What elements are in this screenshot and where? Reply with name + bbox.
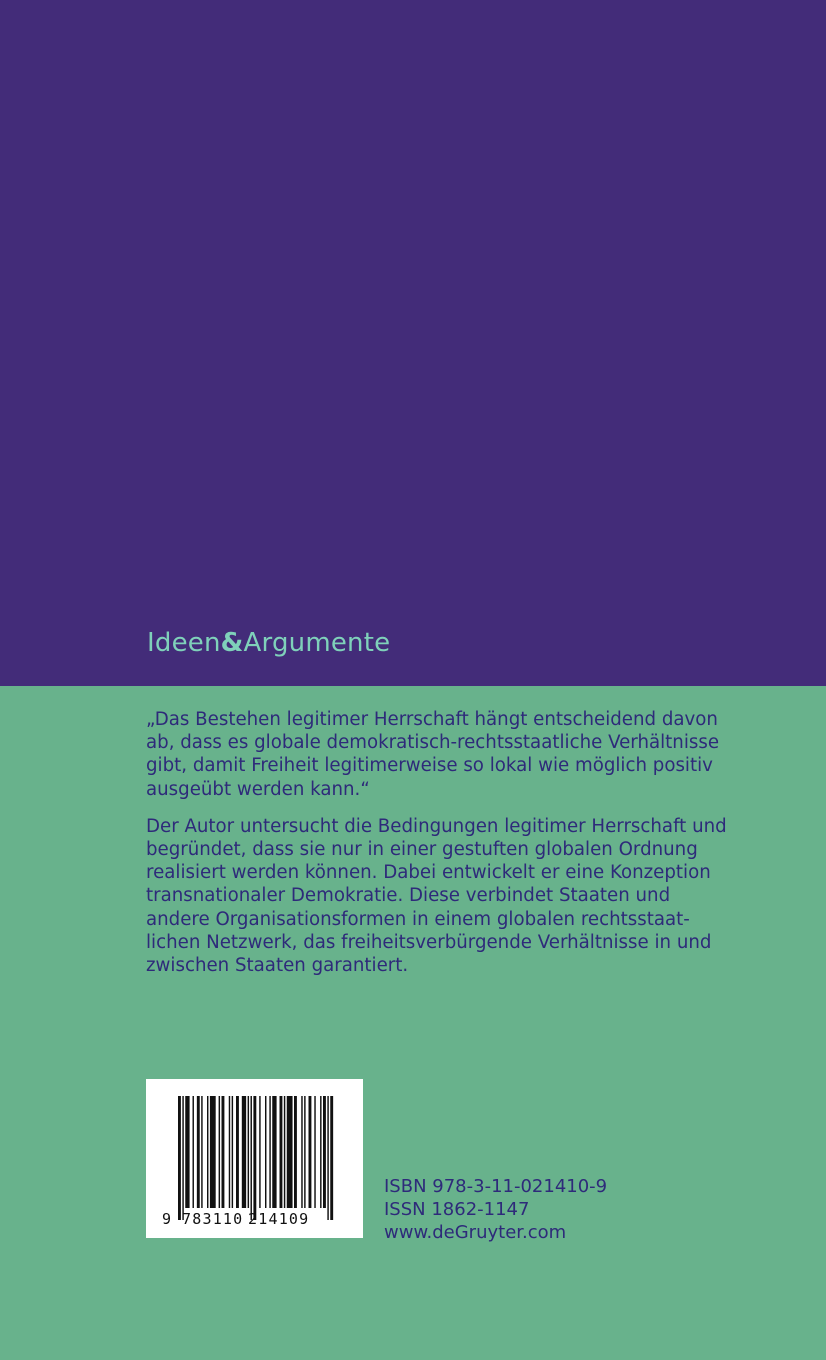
barcode-bar xyxy=(197,1096,200,1208)
barcode-bar xyxy=(182,1096,183,1220)
barcode-bar xyxy=(232,1096,233,1208)
barcode-bar xyxy=(236,1096,239,1208)
quote-line: ausgeübt werden kann.“ xyxy=(146,778,370,800)
barcode-bar xyxy=(201,1096,202,1208)
barcode-bar xyxy=(219,1096,220,1208)
barcode-bar xyxy=(327,1096,328,1220)
series-ampersand: & xyxy=(220,628,244,658)
barcode-first-digit: 9 xyxy=(162,1210,172,1228)
barcode-bar xyxy=(284,1096,285,1208)
barcode-bar xyxy=(287,1096,293,1208)
description-line: andere Organisationsformen in einem globalen rechtsstaat- xyxy=(146,908,690,930)
blurb xyxy=(146,708,786,977)
quote-line: ab, dass es globale demokratisch-rechtsstaatliche Verhältnisse xyxy=(146,732,720,754)
barcode-bar xyxy=(323,1096,326,1208)
issn: ISSN 1862-1147 xyxy=(384,1199,530,1220)
barcode-bar xyxy=(304,1096,305,1208)
quote-line: gibt, damit Freiheit legitimerweise so lokal wie möglich positiv xyxy=(146,755,713,777)
barcode-bar xyxy=(314,1096,315,1208)
barcode-bar xyxy=(242,1096,246,1208)
description-line: realisiert werden können. Dabei entwickelt er eine Konzeption xyxy=(146,862,711,884)
quote-line: „Das Bestehen legitimer Herrschaft hängt entscheidend davon xyxy=(146,709,718,730)
barcode-bar xyxy=(259,1096,260,1208)
barcode-bar xyxy=(210,1096,216,1208)
isbn: ISBN 978-3-11-021410-9 xyxy=(384,1176,608,1197)
barcode-bar xyxy=(185,1096,189,1208)
series-word-ideen: Ideen xyxy=(147,628,221,658)
blurb-description xyxy=(146,815,786,977)
barcode-bar xyxy=(248,1096,249,1208)
blurb-quote xyxy=(146,708,786,801)
barcode-bar xyxy=(294,1096,297,1208)
series-word-argumente: Argumente xyxy=(243,628,391,658)
barcode-bar xyxy=(320,1096,321,1208)
barcode-bar xyxy=(251,1096,252,1220)
barcode-bar xyxy=(193,1096,194,1208)
description-line: begründet, dass sie nur in einer gestuften globalen Ordnung xyxy=(146,839,698,861)
barcode-digit-group-2: 214109 xyxy=(248,1210,310,1228)
barcode-bar xyxy=(330,1096,333,1220)
barcode-bar xyxy=(253,1096,256,1220)
description-line: transnationaler Demokratie. Diese verbindet Staaten und xyxy=(146,885,671,907)
barcode xyxy=(146,1079,363,1238)
barcode-digit-group-1: 783110 xyxy=(182,1210,244,1228)
publication-info xyxy=(384,1175,607,1244)
barcode-bar xyxy=(265,1096,266,1208)
barcode-bar xyxy=(229,1096,230,1208)
description-line: zwischen Staaten garantiert. xyxy=(146,955,409,977)
barcode-bar xyxy=(207,1096,208,1208)
barcode-bar xyxy=(309,1096,312,1208)
barcode-bar xyxy=(301,1096,302,1208)
barcode-bar xyxy=(222,1096,225,1208)
barcode-bar xyxy=(178,1096,181,1220)
barcode-bar xyxy=(269,1096,270,1208)
series-title xyxy=(147,628,390,658)
barcode-bar xyxy=(280,1096,283,1208)
description-line: Der Autor untersucht die Bedingungen legitimer Herrschaft und xyxy=(146,815,727,837)
description-line: lichen Netzwerk, das freiheitsverbürgende Verhältnisse in und xyxy=(146,931,712,953)
publisher-website: www.deGruyter.com xyxy=(384,1222,567,1243)
barcode-bar xyxy=(272,1096,276,1208)
